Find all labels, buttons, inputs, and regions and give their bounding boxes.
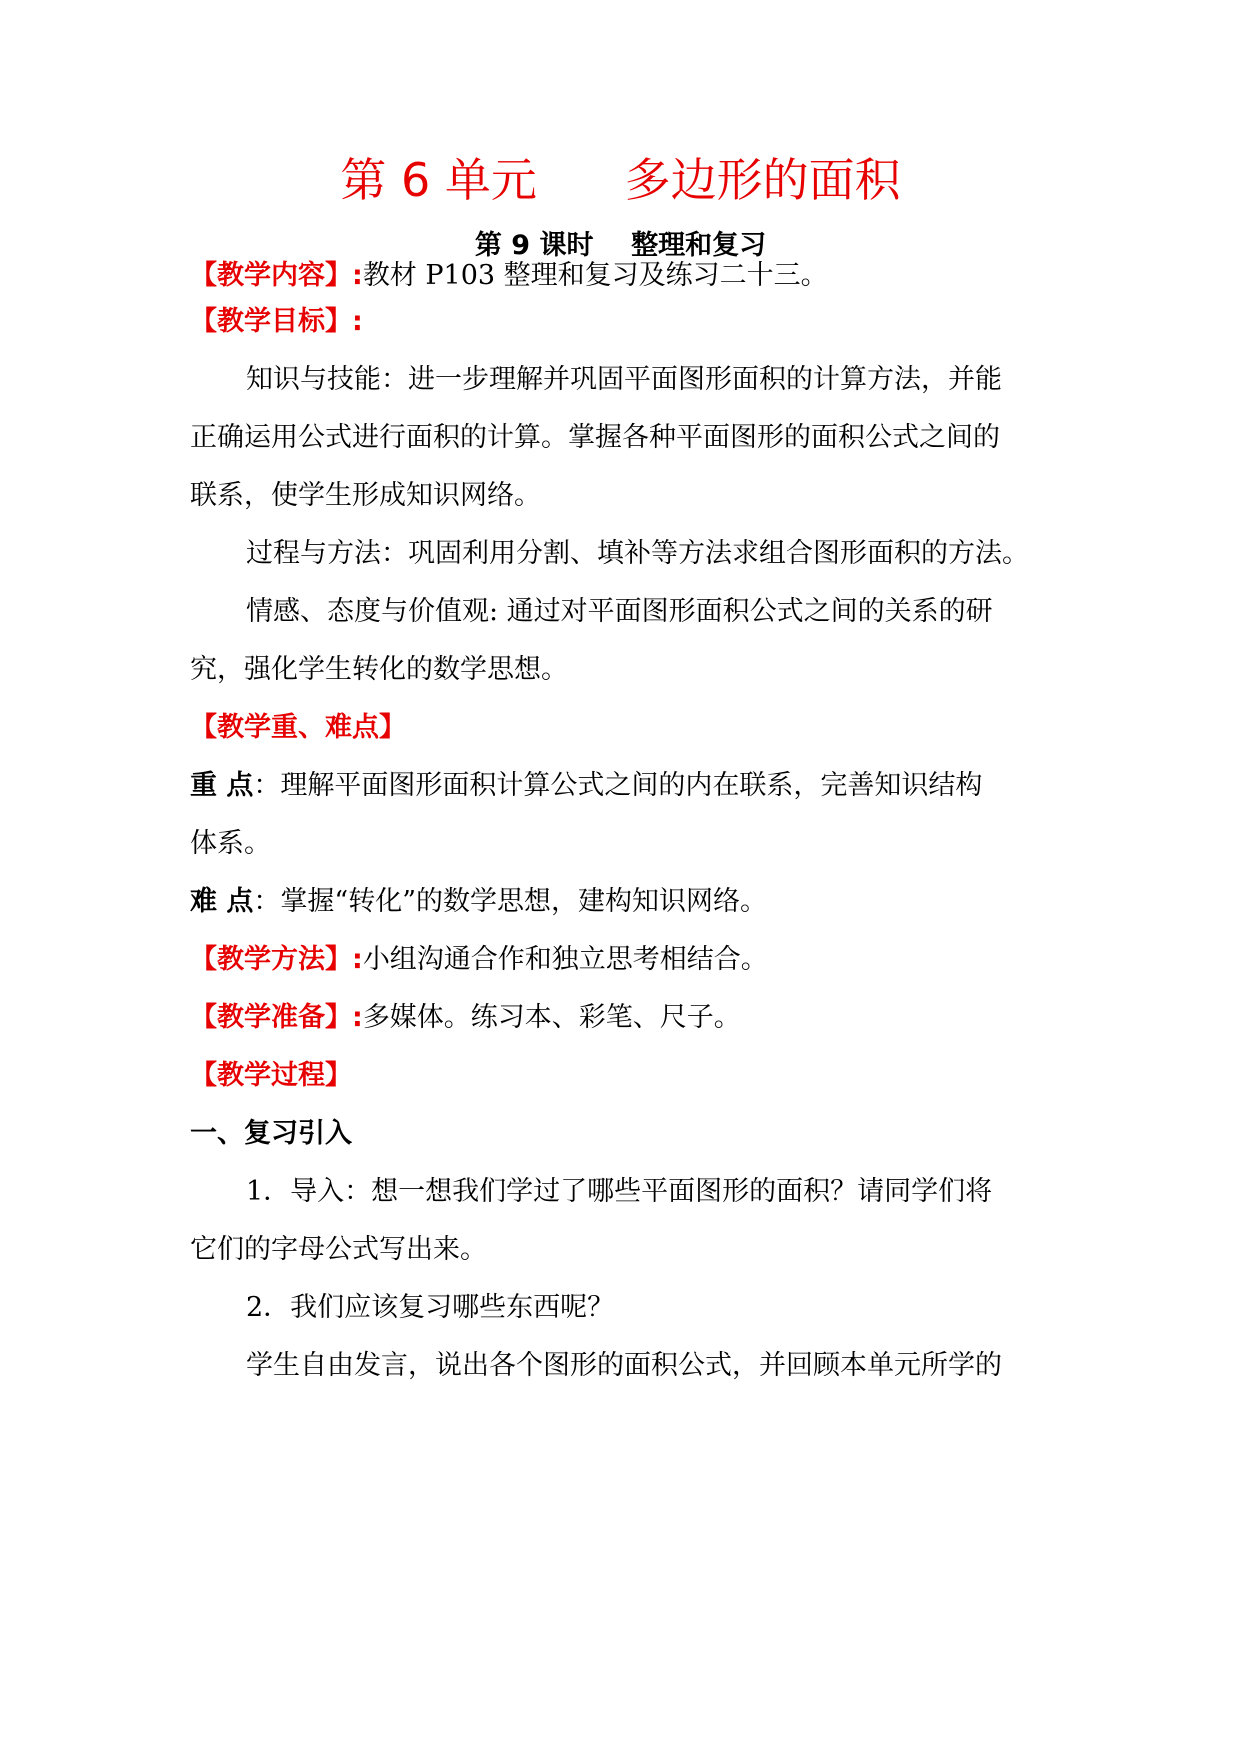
key-point-text: ：理解平面图形面积计算公式之间的内在联系，完善知识结构 [253, 770, 983, 801]
key-point-line-1 [190, 766, 1070, 806]
teaching-method-line [190, 940, 1070, 980]
teaching-prep-text: 多媒体。练习本、彩笔、尺子。 [362, 1002, 741, 1033]
teaching-content-text: 教材 P103 整理和复习及练习二十三。 [362, 260, 828, 291]
key-difficult-heading [190, 708, 1070, 748]
item-2-line: 2．我们应该复习哪些东西呢？ [246, 1292, 615, 1323]
goal-knowledge-line-2: 正确运用公式进行面积的计算。掌握各种平面图形的面积公式之间的 [190, 422, 1000, 453]
difficulty-text: ：掌握“转化”的数学思想，建构知识网络。 [253, 886, 768, 917]
goal-emotion-line-2: 究，强化学生转化的数学思想。 [190, 654, 568, 685]
goal-knowledge-line-3: 联系，使学生形成知识网络。 [190, 480, 541, 511]
teaching-goals-label: 【教学目标】: [190, 306, 363, 337]
teaching-process-label: 【教学过程】 [190, 1060, 352, 1091]
difficulty-label: 难 点 [190, 886, 254, 917]
goal-process-line: 过程与方法：巩固利用分割、填补等方法求组合图形面积的方法。 [246, 538, 1029, 569]
teaching-method-text: 小组沟通合作和独立思考相结合。 [362, 944, 768, 975]
item-3-line: 学生自由发言，说出各个图形的面积公式，并回顾本单元所学的 [246, 1350, 1002, 1381]
teaching-prep-line [190, 998, 1070, 1038]
goal-knowledge-line-1: 知识与技能：进一步理解并巩固平面图形面积的计算方法，并能 [246, 364, 1002, 395]
difficulty-line [190, 882, 1070, 922]
goal-emotion-line-1: 情感、态度与价值观: 通过对平面图形面积公式之间的关系的研 [246, 596, 993, 627]
teaching-method-label: 【教学方法】: [190, 944, 363, 975]
key-difficult-label: 【教学重、难点】 [190, 712, 406, 743]
item-1-line-2: 它们的字母公式写出来。 [190, 1234, 487, 1265]
unit-title: 第 6 单元 多边形的面积 [340, 153, 901, 207]
lesson-subtitle: 第 9 课时 整理和复习 [474, 230, 767, 261]
key-point-line-2: 体系。 [190, 828, 271, 859]
teaching-process-heading [190, 1056, 1070, 1096]
teaching-goals-heading [190, 302, 1070, 342]
teaching-content-label: 【教学内容】: [190, 260, 363, 291]
item-1-line-1: 1．导入：想一想我们学过了哪些平面图形的面积？请同学们将 [246, 1176, 993, 1207]
key-point-label: 重 点 [190, 770, 254, 801]
teaching-prep-label: 【教学准备】: [190, 1002, 363, 1033]
teaching-content-line [190, 256, 1070, 296]
section-review-intro-heading: 一、复习引入 [190, 1118, 352, 1149]
